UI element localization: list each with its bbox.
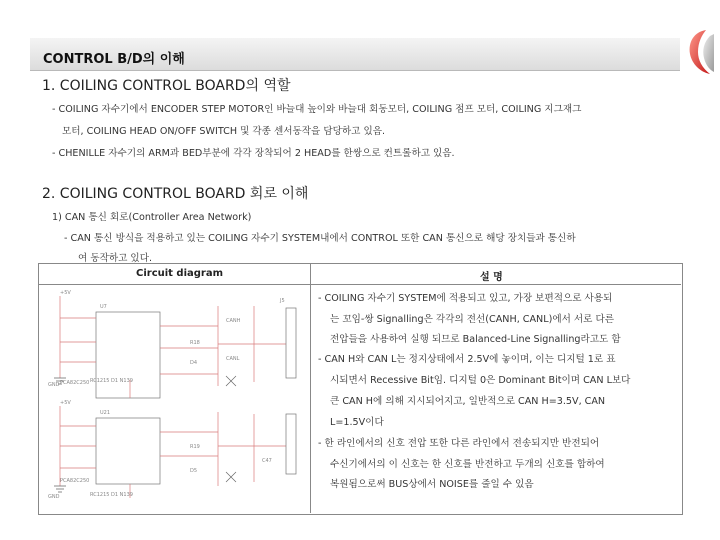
- ic-label: PCA82C250: [60, 478, 90, 484]
- description-line: 는 꼬임-쌍 Signalling은 각각의 전선(CANH, CANL)에서 서로 다른: [330, 314, 615, 325]
- section1-line: 모터, COILING HEAD ON/OFF SWITCH 및 각종 센서동작을 담당하고 있음.: [62, 126, 386, 137]
- table-header-description: 설 명: [480, 272, 503, 283]
- diode-label: D5: [190, 468, 198, 474]
- resistor-label: R19: [190, 444, 200, 450]
- description-line: 전압들을 사용하여 실행 되므로 Balanced-Line Signalling라고도 함: [330, 334, 621, 345]
- circuit-diagram: [40, 286, 308, 510]
- section1-line: - COILING 자수기에서 ENCODER STEP MOTOR인 바늘대 높이와 바늘대 회동모터, COILING 점프 모터, COILING 지그재그: [52, 104, 582, 115]
- part-label: RC1215 D1 N139: [90, 378, 133, 384]
- part-label: RC1215 D1 N139: [90, 492, 133, 498]
- logo-icon: [684, 26, 714, 80]
- section1-line: - CHENILLE 자수기의 ARM과 BED부분에 각각 장착되어 2 HEAD를 한쌍으로 컨트롤하고 있음.: [52, 148, 455, 159]
- table-column-divider: [310, 264, 311, 513]
- vcc-label: +5V: [60, 290, 71, 296]
- description-line: 수신기에서의 이 신호는 한 신호를 반전하고 두개의 신호를 합하여: [330, 459, 605, 470]
- section2-line: - CAN 통신 방식을 적용하고 있는 COILING 자수기 SYSTEM내에서 CONTROL 또한 CAN 통신으로 해당 장치들과 통신하: [64, 233, 576, 244]
- description-line: L=1.5V이다: [330, 417, 384, 428]
- canh-label: CANH: [226, 318, 241, 324]
- description-line: 시되면서 Recessive Bit임. 디지털 0은 Dominant Bit이며 CAN L보다: [330, 375, 631, 386]
- section2-line: 여 동작하고 있다.: [78, 253, 153, 264]
- ic-label: PCA82C250: [60, 380, 90, 386]
- vcc-label: +5V: [60, 400, 71, 406]
- chip-label: U7: [100, 304, 107, 310]
- section1-heading: 1. COILING CONTROL BOARD의 역할: [42, 78, 291, 94]
- description-line: 복원됨으로써 BUS상에서 NOISE를 줄일 수 있음: [330, 479, 534, 490]
- resistor-label: R18: [190, 340, 200, 346]
- description-line: - 한 라인에서의 신호 전압 또한 다른 라인에서 전송되지만 반전되어: [318, 438, 600, 449]
- page-title: CONTROL B/D의 이해: [43, 52, 185, 67]
- description-line: 큰 CAN H에 의해 지시되어지고, 일반적으로 CAN H=3.5V, CAN: [330, 396, 606, 407]
- table-header-circuit: Circuit diagram: [136, 268, 224, 279]
- section2-heading: 2. COILING CONTROL BOARD 회로 이해: [42, 186, 309, 202]
- description-line: - COILING 자수기 SYSTEM에 적용되고 있고, 가장 보편적으로 사용되: [318, 293, 613, 304]
- section2-subheading: 1) CAN 통신 회로(Controller Area Network): [52, 212, 252, 223]
- table-header-row: [38, 264, 681, 285]
- capacitor-label: C47: [262, 458, 272, 464]
- description-line: - CAN H와 CAN L는 정지상태에서 2.5V에 놓이며, 이는 디지털 1로 표: [318, 354, 616, 365]
- connector-label: J5: [280, 298, 285, 304]
- diode-label: D4: [190, 360, 198, 366]
- canl-label: CANL: [226, 356, 240, 362]
- chip-label: U21: [100, 410, 111, 416]
- ground-label: GND: [48, 494, 60, 500]
- ground-label: GND: [48, 382, 60, 388]
